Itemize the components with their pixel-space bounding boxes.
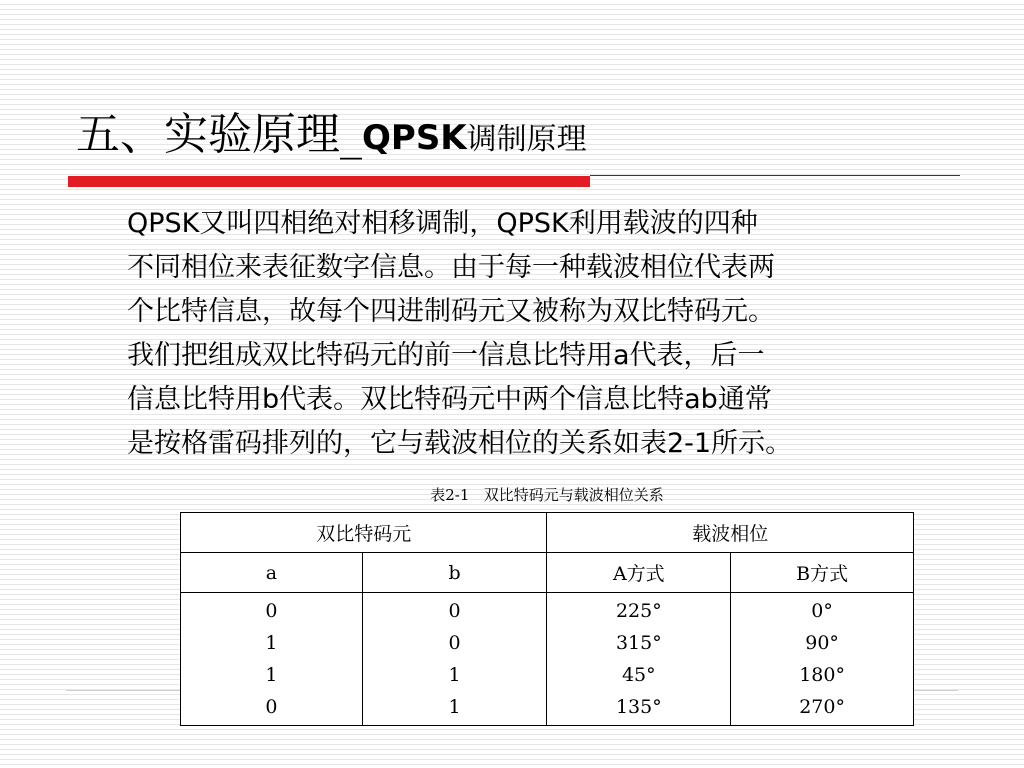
title-accent-bar [68, 176, 590, 187]
body-line: QPSK又叫四相绝对相移调制，QPSK利用载波的四种 [127, 208, 758, 239]
table-cell: 45° [621, 664, 656, 686]
body-paragraph [127, 202, 967, 466]
slide-title [76, 103, 587, 172]
table-cell: 1 [265, 632, 278, 654]
body-line: 不同相位来表征数字信息。由于每一种载波相位代表两 [127, 252, 775, 283]
table-cell: 1 [448, 664, 461, 686]
body-line: 个比特信息，故每个四进制码元又被称为双比特码元。 [127, 296, 775, 327]
table-cell: 90° [805, 632, 839, 654]
column-b-values [362, 593, 547, 726]
column-header-b: b [362, 553, 547, 593]
title-suffix: 调制原理 [466, 122, 587, 157]
phase-table [180, 512, 914, 726]
table-cell: 0 [265, 600, 278, 622]
table-group-header-row [181, 513, 914, 553]
body-line: 我们把组成双比特码元的前一信息比特用a代表，后一 [127, 340, 765, 371]
title-prefix: 五、实验原理 [76, 109, 340, 160]
table-data-row [181, 593, 914, 726]
table-cell: 270° [799, 696, 845, 718]
table-cell: 225° [615, 600, 662, 622]
table-cell: 0 [448, 600, 461, 622]
table-cell: 135° [615, 696, 662, 718]
body-line: 信息比特用b代表。双比特码元中两个信息比特ab通常 [127, 384, 772, 415]
title-underscore: _ [340, 109, 362, 160]
column-mode-a-values [547, 593, 731, 726]
column-a-values [181, 593, 363, 726]
table-cell: 1 [265, 664, 278, 686]
column-header-mode-b: B方式 [731, 553, 914, 593]
column-mode-b-values [731, 593, 914, 726]
table-cell: 0 [448, 632, 461, 654]
table-cell: 315° [615, 632, 662, 654]
group-header-carrier-phase: 载波相位 [547, 513, 914, 553]
table-cell: 0° [811, 600, 833, 622]
table-cell: 0 [265, 696, 278, 718]
column-header-a: a [181, 553, 363, 593]
group-header-dibit: 双比特码元 [181, 513, 547, 553]
body-line: 是按格雷码排列的，它与载波相位的关系如表2-1所示。 [127, 428, 793, 459]
title-rule-line [590, 175, 960, 176]
table-caption: 表2-1 双比特码元与载波相位关系 [430, 486, 664, 504]
table-column-header-row [181, 553, 914, 593]
table-cell: 180° [799, 664, 845, 686]
column-header-mode-a: A方式 [547, 553, 731, 593]
table-cell: 1 [448, 696, 461, 718]
title-latin: QPSK [362, 118, 467, 158]
